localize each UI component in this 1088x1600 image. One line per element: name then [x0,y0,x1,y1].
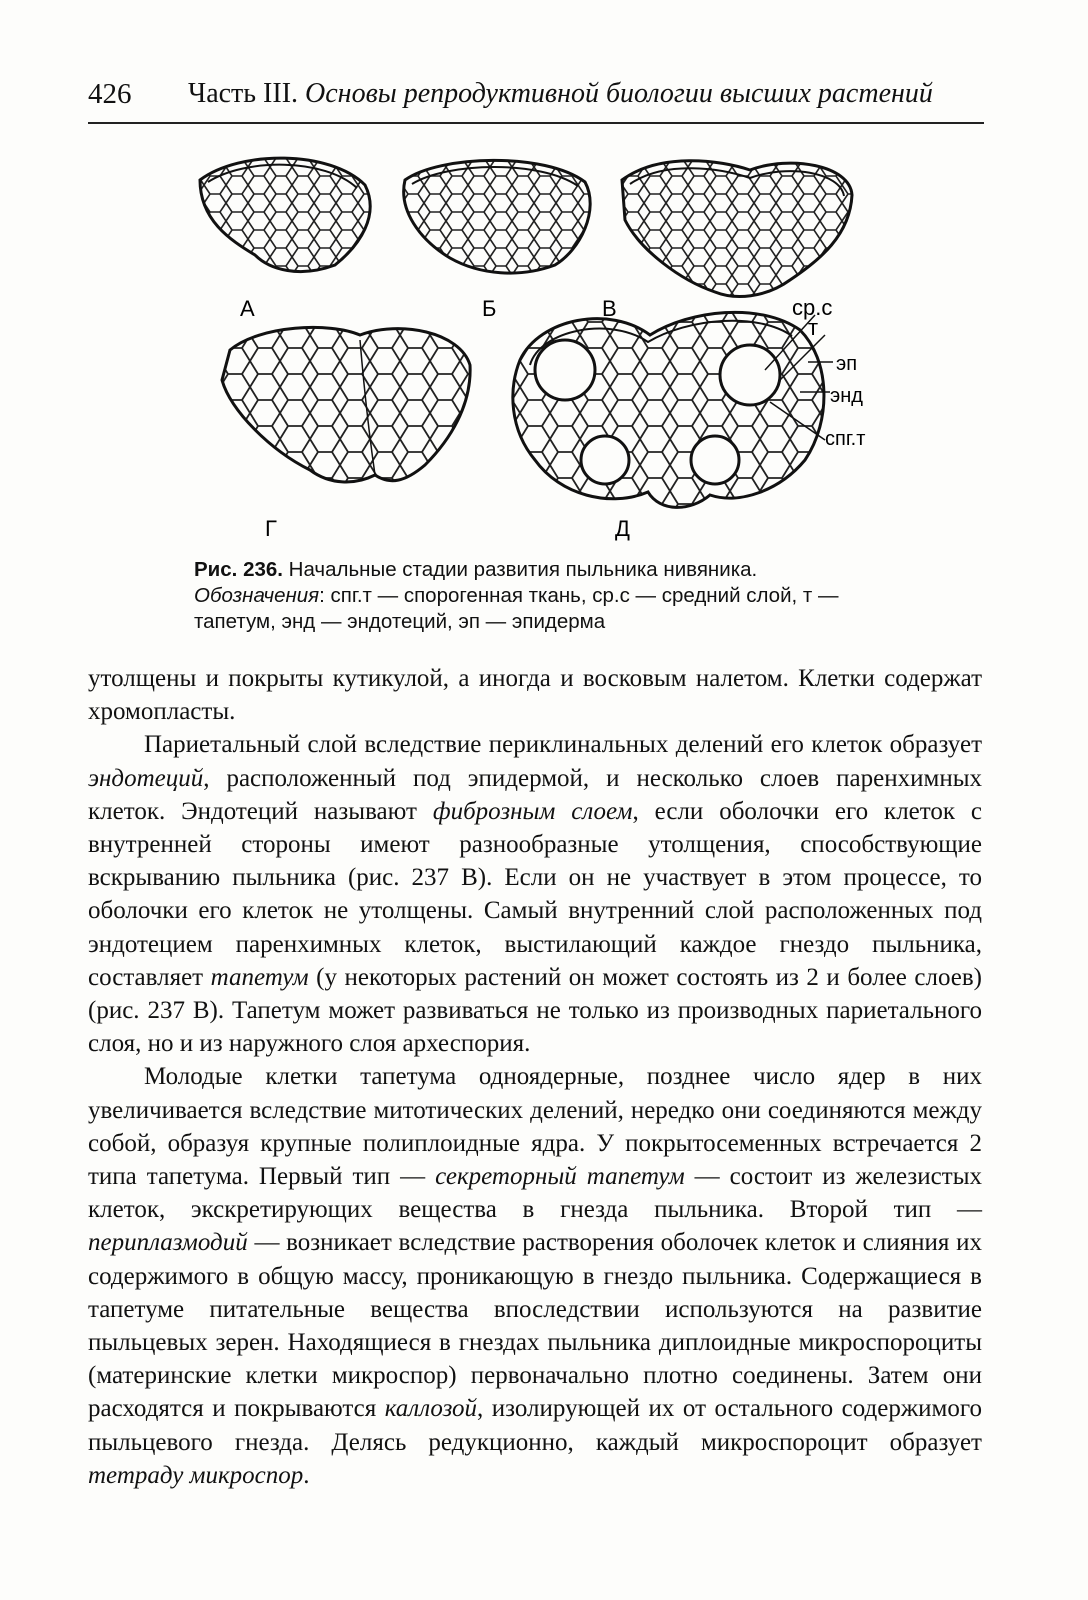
stage-d-section [513,312,824,507]
running-header [88,74,984,124]
label-g: Г [265,516,277,541]
paragraph-1: утолщены и покрыты кутикулой, а иногда и восковым налетом. Клетки содержат хромопласты. [88,665,982,726]
paragraph-2 [88,728,982,1060]
caption-legend-lead: Обозначения [194,584,320,607]
text-run: Париетальный слой вследствие периклинальных делений его клеток образует [144,731,982,759]
term-fibrous-layer: фиброзным слоем [432,797,633,825]
figure-caption [194,557,894,635]
label-end: энд [830,385,863,407]
part-label: Часть III. [188,78,299,109]
stage-g-section [222,327,470,482]
text-run: Молодые клетки тапетума одноядерные, позднее число ядер в них увеличивается вследствие митотических делений, нередко они соединяются между собой, образуя крупные полиплоидные ядра. У покрытосеменных встречается 2 типа тапетума. Первый тип — [88,1063,982,1191]
label-spg-t: спг.т [825,428,866,450]
paragraph-3 [88,1060,982,1492]
text-run: , если оболочки его клеток с внутренней стороны имеют разнообразные утолщения, способствующие вскрыванию пыльника (рис. 237 В). Если он не участвует в этом процессе, то оболочки его клеток не утолщены. Самый внутренний слой расположенных под эндотецием паренхимных клеток, выстилающий каждое гнездо пыльника, составляет [88,797,982,991]
label-b: Б [482,296,497,321]
text-run: — состоит из железистых клеток, экскретирующих вещества в гнезда пыльника. Второй тип — [88,1163,982,1224]
label-sr-s: ср.с [792,295,833,320]
caption-legend: : спг.т — спорогенная ткань, ср.с — средний слой, т — тапетум, энд — эндотеций, эп — эпидерма [194,584,839,633]
caption-number: Рис. 236. [194,558,283,581]
text-run: (у некоторых растений он может состоять из 2 и более слоев) (рис. 237 В). Тапетум может развиваться не только из производных париетального слоя, но и из наружного слоя археспория. [88,963,982,1058]
text-run: , изолирующей их от остального содержимого пыльцевого гнезда. Делясь редукционно, каждый микроспороцит образует [88,1395,982,1456]
running-title [188,78,933,110]
text-run: . [303,1461,310,1489]
label-d: Д [615,516,630,541]
label-a: А [240,296,255,321]
term-endothecium: эндотеций [88,764,204,792]
label-t: т [808,315,819,340]
term-periplasmodium: периплазмодий [88,1229,248,1257]
text-run: — возникает вследствие растворения оболочек клеток и слияния их содержимого в общую массу, проникающую в гнездо пыльника. Содержащиеся в тапетуме питательные вещества впоследствии используются на развитие пыльцевых зерен. Находящиеся в гнездах пыльника диплоидные микроспороциты (материнские клетки микроспор) первоначально плотно соединены. Затем они расходятся и покрываются [88,1229,982,1423]
stage-b-section [404,160,590,273]
text-run: , расположенный под эпидермой, и несколько слоев паренхимных клеток. Эндотеций называют [88,764,982,825]
term-microspore-tetrad: тетраду микроспор [88,1461,304,1489]
page-number: 426 [88,78,132,110]
figure-anther-stages [160,140,920,550]
body-text [88,662,982,1492]
book-section-title: Основы репродуктивной биологии высших растений [305,78,933,109]
caption-title: Начальные стадии развития пыльника нивяника. [288,558,758,581]
term-tapetum: тапетум [210,963,309,991]
label-ep: эп [836,353,858,375]
stage-v-section [622,161,852,297]
label-v: В [602,296,617,321]
stage-a-section [200,158,370,271]
term-secretory-tapetum: секреторный тапетум [435,1163,685,1191]
anther-drawing [160,140,920,550]
term-callose: каллозой [384,1395,478,1423]
